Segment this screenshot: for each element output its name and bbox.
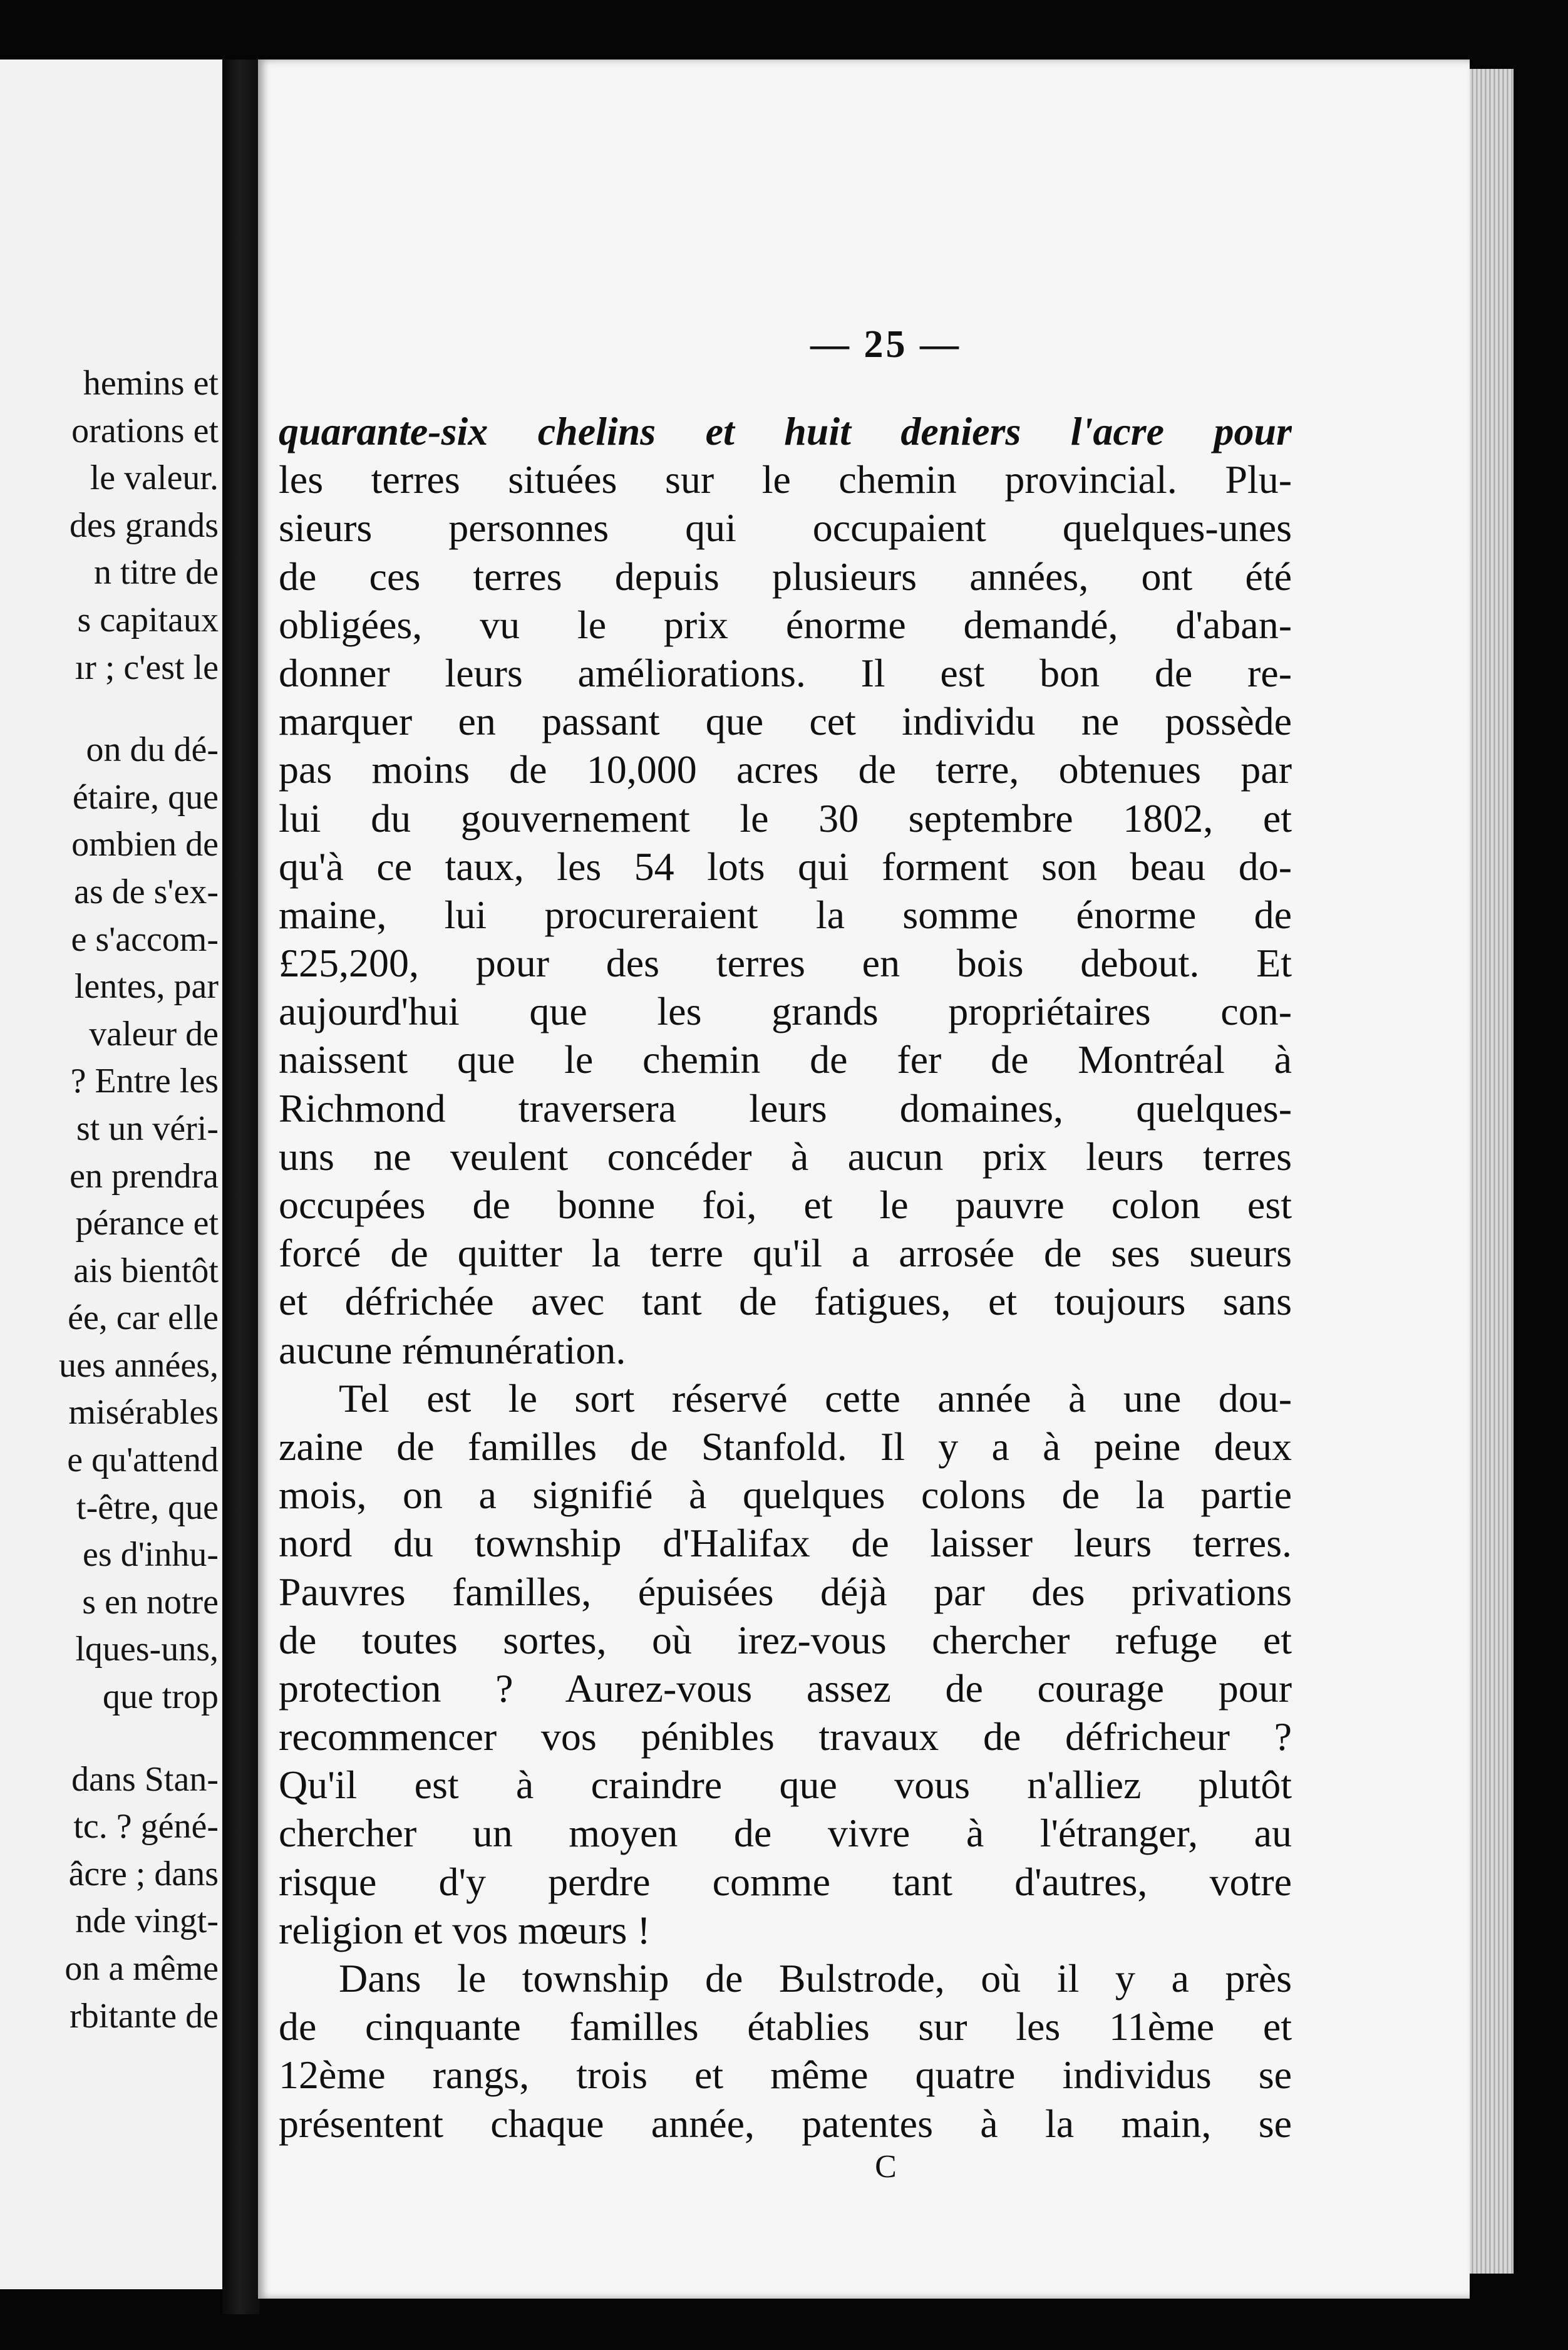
left-line: nde vingt- [75,1902,219,1941]
left-line: hemins et [83,364,219,403]
left-line: as de s'ex- [74,872,219,911]
text-line: obligées, vu le prix énorme demandé, d'aban- [279,602,1292,647]
left-line: tc. ? géné- [73,1807,219,1846]
left-line: lentes, par [74,967,219,1007]
left-line: lques-uns, [75,1630,219,1669]
page-stack-edge [1470,69,1514,2274]
text-line: Tel est le sort réservé cette année à une dou- [339,1375,1292,1421]
left-line: es d'inhu- [83,1535,219,1575]
left-line: s capitaux [77,600,219,639]
text-line: Pauvres familles, épuisées déjà par des privations [279,1569,1292,1614]
text-line: maine, lui procureraient la somme énorme de [279,892,1292,937]
text-line: risque d'y perdre comme tant d'autres, votre [279,1859,1292,1904]
text-line: occupées de bonne foi, et le pauvre colon est [279,1183,1292,1227]
text-line: présentent chaque année, patentes à la main, se [279,2101,1292,2146]
left-line: ? Entre les [70,1062,219,1101]
text-line: donner leurs améliorations. Il est bon de re- [279,650,1292,695]
text-line: quarante-six chelins et huit deniers l'acre pour [279,409,1292,453]
left-paragraph-gap [0,691,219,727]
body-text [279,407,1292,2148]
left-line: rbitante de [70,1996,219,2036]
text-line: recommencer vos pénibles travaux de défricheur ? [279,1714,1292,1759]
text-line: sieurs personnes qui occupaient quelques-unes [279,505,1292,551]
left-line: des grands [70,505,219,545]
text-line: Qu'il est à craindre que vous n'alliez plutôt [279,1762,1292,1808]
text-line: Dans le township de Bulstrode, où il y a près [339,1956,1292,2001]
text-line: naissent que le chemin de fer de Montréal à [279,1037,1292,1082]
text-line: de cinquante familles établies sur les 11ème et [279,2004,1292,2049]
left-line: ombien de [71,825,219,864]
left-line: e s'accom- [71,919,219,959]
text-line: chercher un moyen de vivre à l'étranger, au [279,1811,1292,1856]
left-line: ais bientôt [73,1251,219,1290]
left-line: étaire, que [72,777,219,817]
text-line: protection ? Aurez-vous assez de courage pour [279,1665,1292,1711]
left-line: en prendra [70,1156,219,1196]
text-line: nord du township d'Halifax de laisser leurs terres. [279,1521,1292,1566]
left-page-fragment [0,60,222,2289]
left-line: orations et [71,411,219,450]
text-line: de ces terres depuis plusieurs années, ont été [279,554,1292,599]
left-line: dans Stan- [71,1759,219,1799]
left-line: s en notre [82,1582,219,1622]
text-line: les terres situées sur le chemin provincial. Plu- [279,457,1292,502]
book-gutter [222,60,260,2314]
left-line: t-être, que [76,1488,219,1527]
left-line: on a même [64,1949,219,1988]
page-number: — 25 — [810,323,961,366]
left-line: ır ; c'est le [75,648,219,687]
left-line: que trop [102,1677,219,1717]
text-line: aujourd'hui que les grands propriétaires con- [279,989,1292,1034]
left-line: e qu'attend [67,1441,219,1480]
left-page-text [0,360,219,2040]
left-line: âcre ; dans [68,1854,219,1893]
text-line: £25,200, pour des terres en bois debout. Et [279,941,1292,986]
left-line: st un véri- [76,1109,219,1148]
text-line: 12ème rangs, trois et même quatre individus se [279,2052,1292,2098]
text-line: religion et vos mœurs ! [279,1907,651,1952]
text-line: uns ne veulent concéder à aucun prix leurs terres [279,1134,1292,1179]
text-line: pas moins de 10,000 acres de terre, obtenues par [279,747,1292,792]
left-paragraph-gap [0,1721,219,1756]
text-line: zaine de familles de Stanfold. Il y a à peine deux [279,1424,1292,1469]
right-page [258,60,1470,2299]
left-line: ée, car elle [68,1298,219,1338]
signature-mark: C [875,2149,897,2185]
text-line: et défrichée avec tant de fatigues, et toujours sans [279,1279,1292,1324]
text-line: lui du gouvernement le 30 septembre 1802, et [279,795,1292,841]
left-line: misérables [68,1393,219,1432]
left-line: on du dé- [86,730,219,770]
left-line: le valeur. [90,458,219,498]
text-line: Richmond traversera leurs domaines, quelques- [279,1085,1292,1131]
left-line: valeur de [89,1014,219,1053]
left-line: n titre de [93,553,219,593]
left-line: pérance et [75,1204,219,1243]
text-line: forcé de quitter la terre qu'il a arrosée de ses sueurs [279,1231,1292,1276]
text-line: aucune rémunération. [279,1327,626,1372]
text-line: marquer en passant que cet individu ne possède [279,699,1292,744]
text-line: de toutes sortes, où irez-vous chercher refuge et [279,1617,1292,1662]
text-line: mois, on a signifié à quelques colons de la partie [279,1473,1292,1518]
left-line: ues années, [58,1345,219,1385]
text-line: qu'à ce taux, les 54 lots qui forment son beau do- [279,844,1292,889]
